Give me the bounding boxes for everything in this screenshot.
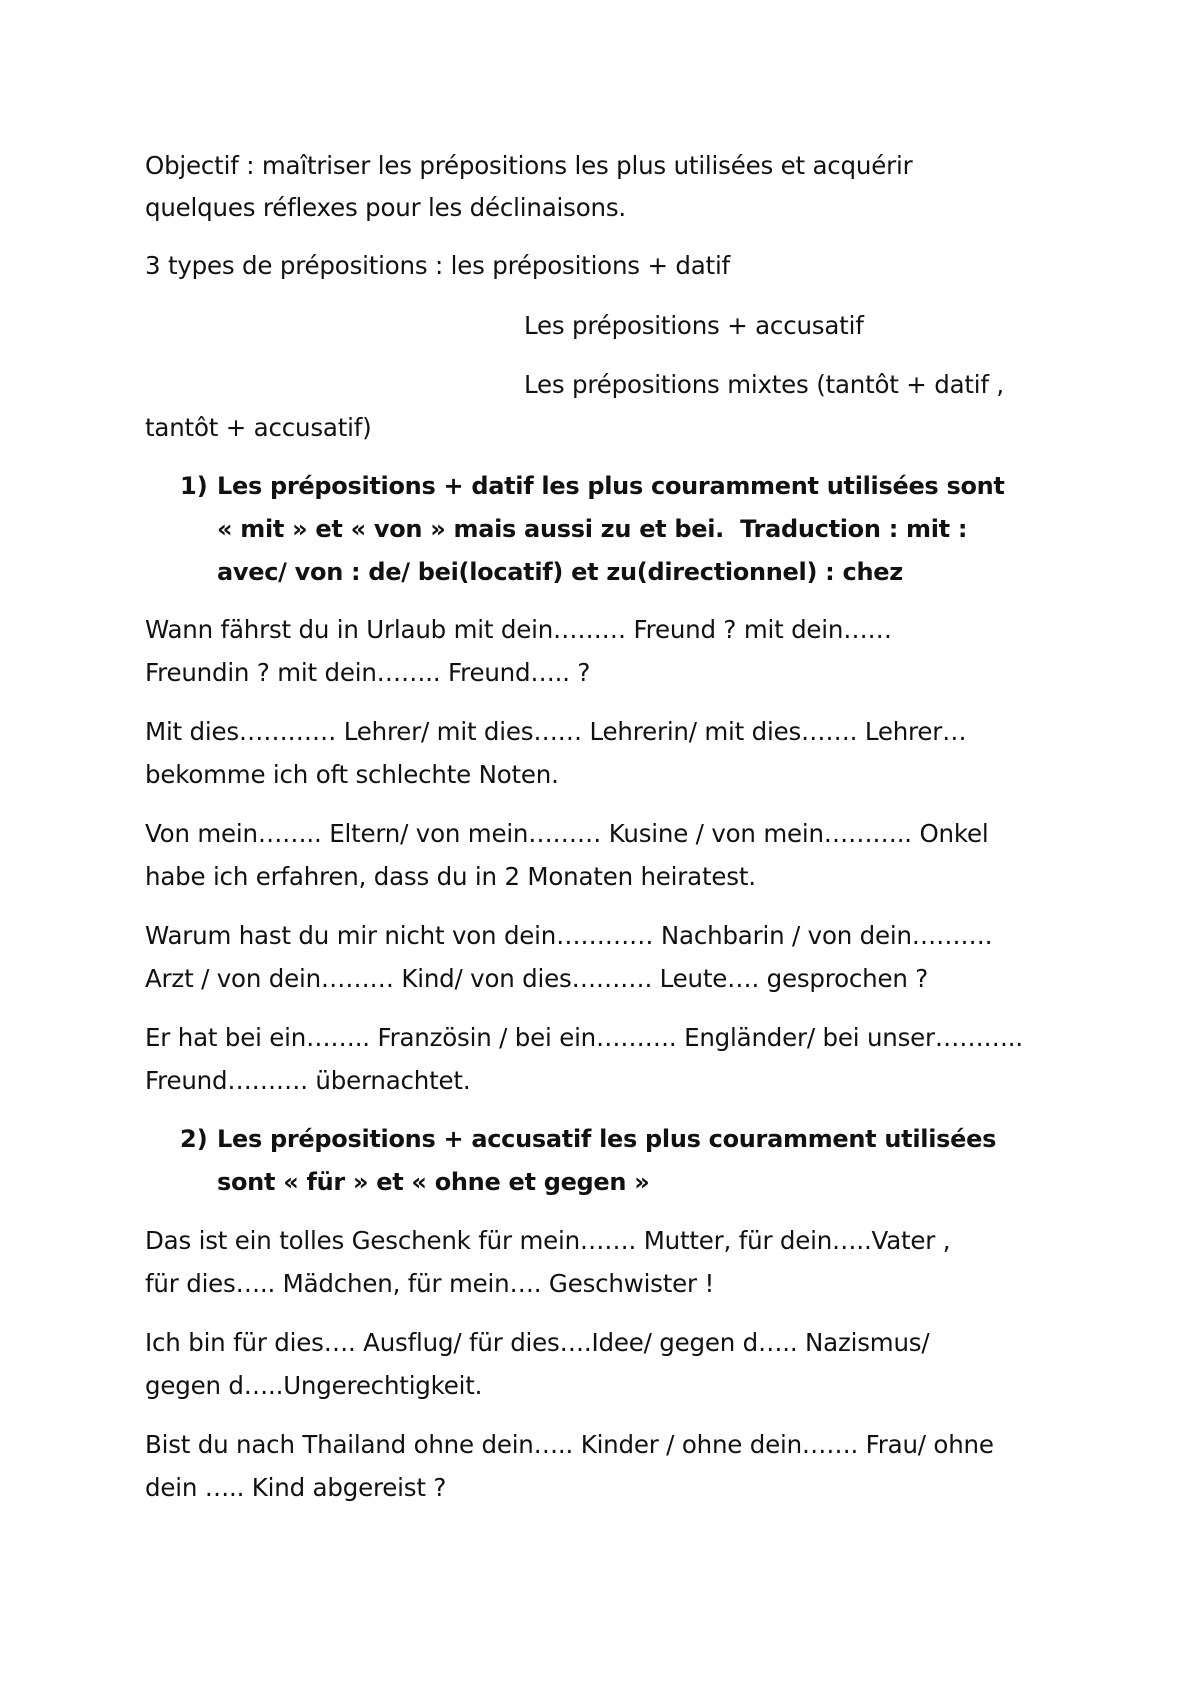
exercise-1-5-line-2: Freund………. übernachtet. — [145, 1066, 471, 1095]
section-1-heading-line-3: avec/ von : de/ bei(locatif) et zu(directionnel) : chez — [217, 558, 903, 586]
objective-line-2: quelques réflexes pour les déclinaisons. — [145, 193, 626, 222]
exercise-2-2-line-1: Ich bin für dies…. Ausflug/ für dies….Idee/ gegen d….. Nazismus/ — [145, 1328, 930, 1357]
exercise-2-1-line-2: für dies….. Mädchen, für mein…. Geschwister ! — [145, 1269, 715, 1298]
exercise-1-2-line-2: bekomme ich oft schlechte Noten. — [145, 760, 559, 789]
exercise-1-3-line-1: Von mein…….. Eltern/ von mein……… Kusine / von mein……….. Onkel — [145, 819, 989, 848]
section-1-number: 1) — [180, 472, 208, 500]
exercise-2-1-line-1: Das ist ein tolles Geschenk für mein……. Mutter, für dein…..Vater , — [145, 1226, 951, 1255]
section-2-heading-line-2: sont « für » et « ohne et gegen » — [217, 1168, 650, 1196]
objective-line-1: Objectif : maîtriser les prépositions les plus utilisées et acquérir — [145, 151, 913, 180]
exercise-2-2-line-2: gegen d…..Ungerechtigkeit. — [145, 1371, 483, 1400]
exercise-2-3-line-1: Bist du nach Thailand ohne dein….. Kinder / ohne dein……. Frau/ ohne — [145, 1430, 994, 1459]
exercise-1-1-line-1: Wann fährst du in Urlaub mit dein……… Freund ? mit dein…… — [145, 615, 892, 644]
exercise-2-3-line-2: dein ….. Kind abgereist ? — [145, 1473, 447, 1502]
exercise-1-3-line-2: habe ich erfahren, dass du in 2 Monaten heiratest. — [145, 862, 756, 891]
section-2-number: 2) — [180, 1125, 208, 1153]
types-line-2: Les prépositions + accusatif — [524, 311, 864, 340]
exercise-1-5-line-1: Er hat bei ein…….. Französin / bei ein………. Engländer/ bei unser……….. — [145, 1023, 1023, 1052]
types-line-1: 3 types de prépositions : les prépositions + datif — [145, 251, 730, 280]
exercise-1-4-line-1: Warum hast du mir nicht von dein………… Nachbarin / von dein………. — [145, 921, 993, 950]
section-1-heading-line-2: « mit » et « von » mais aussi zu et bei. Traduction : mit : — [217, 515, 968, 543]
types-line-3: Les prépositions mixtes (tantôt + datif , — [524, 370, 1004, 399]
section-1-heading-line-1: Les prépositions + datif les plus couramment utilisées sont — [217, 472, 1005, 500]
exercise-1-1-line-2: Freundin ? mit dein…….. Freund….. ? — [145, 658, 591, 687]
exercise-1-4-line-2: Arzt / von dein……… Kind/ von dies………. Leute…. gesprochen ? — [145, 964, 929, 993]
types-line-4: tantôt + accusatif) — [145, 413, 372, 442]
section-2-heading-line-1: Les prépositions + accusatif les plus couramment utilisées — [217, 1125, 997, 1153]
exercise-1-2-line-1: Mit dies………… Lehrer/ mit dies…… Lehrerin/ mit dies……. Lehrer… — [145, 717, 967, 746]
